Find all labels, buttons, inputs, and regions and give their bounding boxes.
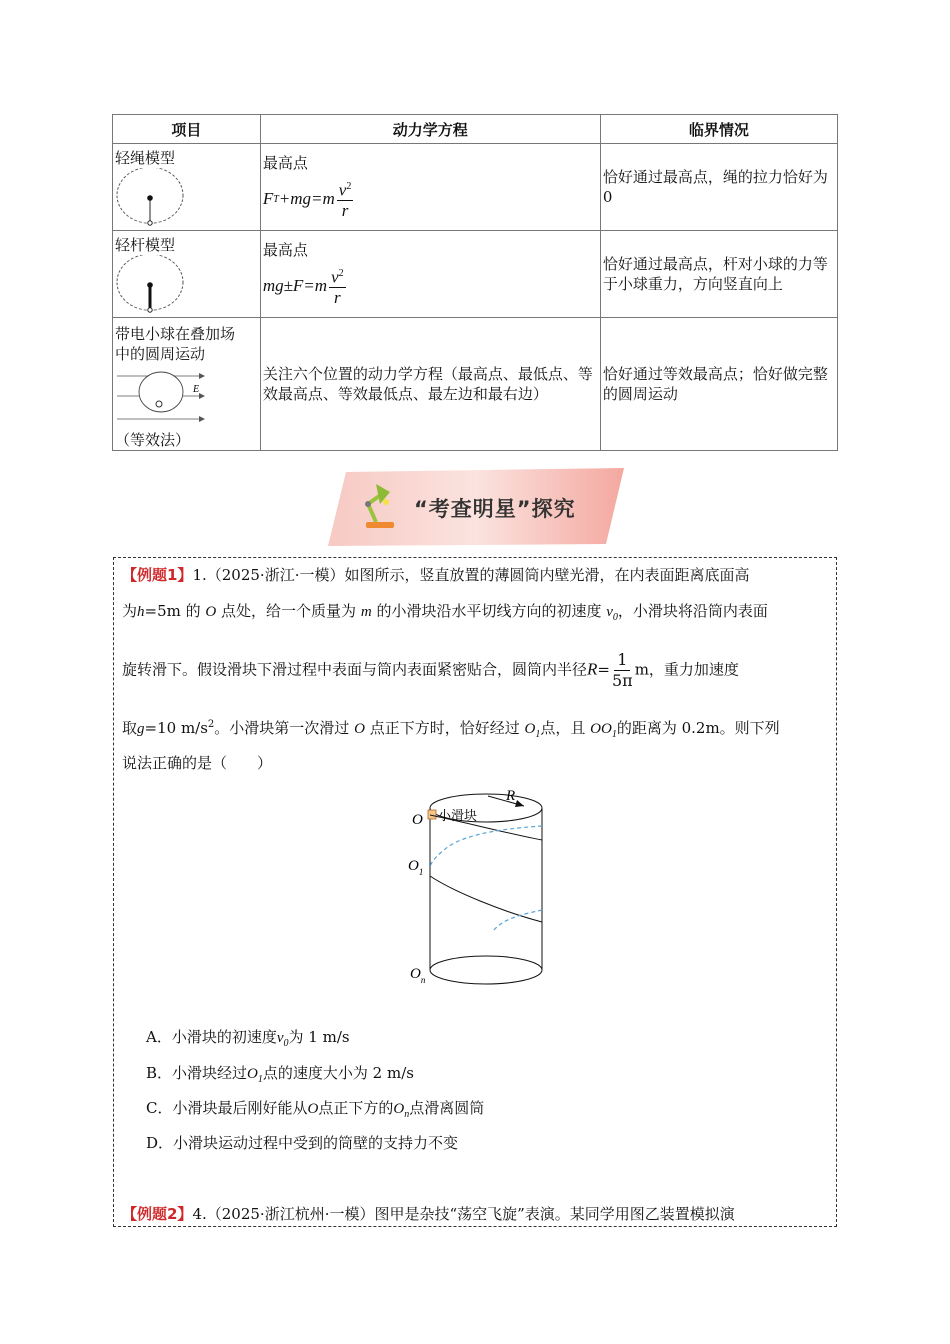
label-O: O — [412, 812, 423, 828]
cell-model — [113, 144, 261, 231]
label-block: 小滑块 — [438, 809, 478, 824]
eq-label: 最高点 — [262, 240, 308, 259]
eq-label: 最高点 — [262, 153, 308, 172]
example2-line1: 【例题2】4.（2025·浙江杭州·一模）图甲是杂技“荡空飞旋”表演。某同学用图乙装置模拟演 — [122, 1205, 735, 1223]
label-O1: $O_1$ — [408, 858, 424, 877]
model-name: 轻绳模型 — [115, 149, 176, 167]
cell-equation — [260, 231, 600, 318]
example1-line2: 为h=5m 的 O 点处，给一个质量为 m 的小滑块沿水平切线方向的初速度 $v_0$，小滑块将沿筒内表面 — [122, 602, 768, 623]
model-name-2: 中的圆周运动 — [115, 345, 206, 363]
model-name: 轻杆模型 — [115, 236, 176, 254]
banner-title: “考查明星”探究 — [414, 497, 576, 521]
cell-critical: 恰好通过最高点，绳的拉力恰好为0 — [600, 144, 837, 231]
label-On: $O_n$ — [410, 966, 426, 985]
header-critical: 临界情况 — [600, 115, 837, 144]
cell-equation — [260, 144, 600, 231]
field-label: E — [193, 384, 200, 395]
rod-equation: mg±F=m $\frac{v^2}{r}$ — [263, 264, 598, 309]
option-b[interactable]: B．小滑块经过$O_1$点的速度大小为 2 m/s — [146, 1064, 414, 1085]
example1-line3: 旋转滑下。假设滑块下滑过程中表面与筒内表面紧密贴合，圆筒内半径R= $\frac{1}{5\pi}$ m，重力加速度 — [122, 650, 739, 690]
rope-model-diagram — [115, 168, 187, 226]
rod-model-diagram — [115, 255, 187, 313]
cell-model — [113, 318, 261, 451]
example1-tag: 【例题1】 — [122, 566, 193, 584]
table-row — [113, 144, 838, 231]
cylinder-figure — [404, 780, 554, 990]
table-header-row — [113, 115, 838, 144]
cell-model — [113, 231, 261, 318]
cell-critical: 恰好通过最高点，杆对小球的力等于小球重力，方向竖直向上 — [600, 231, 837, 318]
example2-tag: 【例题2】 — [122, 1205, 193, 1223]
cell-equation: 关注六个位置的动力学方程（最高点、最低点、等效最高点、等效最低点、最左边和最右边） — [260, 318, 600, 451]
field-model-diagram — [115, 364, 215, 426]
fraction: $\frac{v^2}{r}$ — [337, 177, 354, 222]
table-row — [113, 318, 838, 451]
example1-line5: 说法正确的是（ ） — [122, 754, 273, 772]
label-R: R — [506, 788, 516, 804]
option-d[interactable]: D．小滑块运动过程中受到的筒壁的支持力不变 — [146, 1134, 459, 1152]
option-c[interactable]: C．小滑块最后刚好能从O点正下方的$O_n$点滑离圆筒 — [146, 1099, 485, 1120]
example1-line4: 取g=10 $m/s^2$。小滑块第一次滑过 O 点正下方时，恰好经过 $O_1$点，且 $OO_1$的距离为 0.2m。则下列 — [122, 719, 780, 740]
slider-block — [428, 810, 436, 819]
cell-critical: 恰好通过等效最高点；恰好做完整的圆周运动 — [600, 318, 837, 451]
models-table — [112, 114, 838, 451]
header-item: 项目 — [113, 115, 261, 144]
rope-equation: F T +mg=m $\frac{v^2}{r}$ — [263, 177, 598, 222]
model-name: 带电小球在叠加场 — [115, 325, 236, 343]
method-label: （等效法） — [115, 431, 191, 449]
header-equation: 动力学方程 — [260, 115, 600, 144]
fraction: $\frac{v^2}{r}$ — [329, 264, 346, 309]
radius-fraction: $\frac{1}{5\pi}$ — [611, 650, 633, 690]
example1-line1: 【例题1】1.（2025·浙江·一模）如图所示，竖直放置的薄圆筒内壁光滑，在内表面距离底面高 — [122, 566, 750, 584]
option-a[interactable]: A．小滑块的初速度$v_0$为 1 m/s — [146, 1028, 350, 1049]
table-row — [113, 231, 838, 318]
